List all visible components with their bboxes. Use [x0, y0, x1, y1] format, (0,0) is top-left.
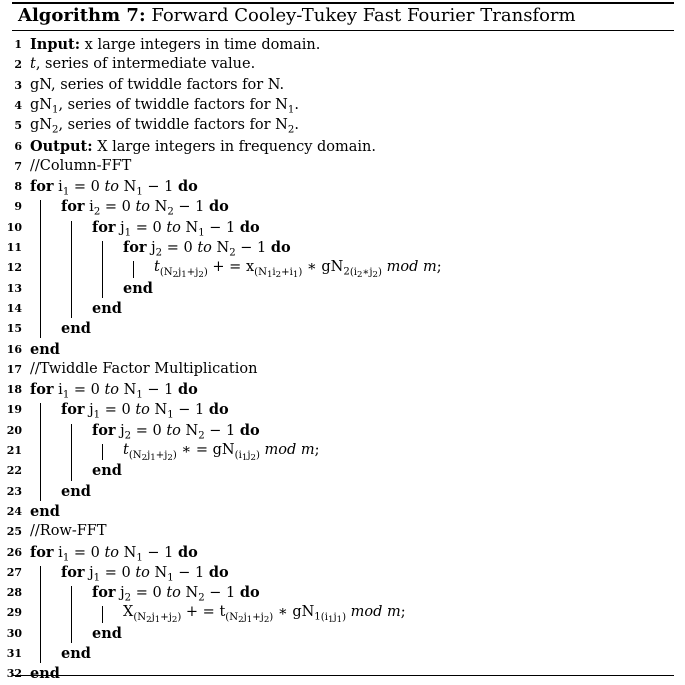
- line-number: 13: [6, 281, 22, 295]
- line-number: 5: [14, 119, 22, 133]
- block-guide: [133, 261, 134, 277]
- line-number: 20: [6, 423, 22, 437]
- line-number: 7: [14, 159, 22, 173]
- rule-bottom: [12, 675, 674, 676]
- line-code: for $i_2 = 0$ to $N_2 - 1$ do: [61, 198, 229, 218]
- line-number: 17: [6, 362, 22, 376]
- line-code: for $j_1 = 0$ to $N_1 - 1$ do: [92, 218, 260, 239]
- algorithm-label: Algorithm 7:: [18, 5, 146, 26]
- line-code: Input: x large integers in time domain.: [30, 36, 321, 53]
- line-number: 30: [6, 626, 22, 640]
- block-guide: [40, 403, 41, 501]
- block-guide: [40, 200, 41, 338]
- line-code: end: [30, 665, 60, 683]
- line-code: //Twiddle Factor Multiplication: [30, 360, 258, 377]
- line-number: 22: [6, 464, 22, 478]
- line-code: end: [61, 482, 91, 500]
- block-guide: [71, 424, 72, 481]
- line-code: $t_{(N_2j_1+j_2)}$ ∗ = $gN_{(i_1j_2)}$ mod m;: [123, 442, 320, 463]
- line-code: end: [61, 645, 91, 662]
- line-code: //Row-FFT: [30, 523, 107, 540]
- line-code: for $i_1 = 0$ to $N_1 - 1$ do: [30, 381, 198, 401]
- line-number: 2: [14, 58, 22, 72]
- line-code: for $j_1 = 0$ to $N_1 - 1$ do: [61, 563, 229, 584]
- line-number: 8: [14, 180, 22, 194]
- line-number: 25: [6, 525, 22, 539]
- line-code: end: [92, 299, 122, 317]
- line-code: end: [30, 340, 60, 358]
- line-code: for $i_1 = 0$ to $N_1 - 1$ do: [30, 178, 198, 198]
- line-code: $gN_1$, series of twiddle factors for $N_1$.: [30, 96, 299, 116]
- block-guide: [102, 241, 103, 298]
- line-number: 27: [6, 565, 22, 579]
- line-code: for $i_1 = 0$ to $N_1 - 1$ do: [30, 543, 198, 564]
- line-number: 28: [6, 586, 22, 600]
- algorithm-title: [18, 5, 576, 26]
- line-number: 23: [6, 484, 22, 498]
- line-code: for $j_1 = 0$ to $N_1 - 1$ do: [61, 401, 229, 421]
- line-number: 12: [6, 261, 22, 275]
- line-number: 14: [6, 301, 22, 315]
- line-number: 26: [6, 545, 22, 559]
- line-code: end: [30, 502, 60, 520]
- line-code: gN, series of twiddle factors for N.: [30, 76, 285, 93]
- block-guide: [71, 586, 72, 643]
- line-number: 4: [14, 98, 22, 112]
- line-number: 11: [6, 241, 22, 254]
- block-guide: [71, 221, 72, 319]
- line-code: for $j_2 = 0$ to $N_2 - 1$ do: [92, 584, 260, 604]
- line-number: 19: [6, 403, 22, 417]
- line-number: 18: [6, 383, 22, 397]
- rule-top: [12, 2, 674, 4]
- line-number: 31: [6, 647, 22, 660]
- line-code: end: [123, 279, 153, 297]
- line-code: $t_{(N_2j_1+j_2)}$ + = $x_{(N_1i_2+i_1)}$ ∗ $gN_{2(i_2∗j_2)}$ mod m;: [154, 259, 442, 280]
- line-number: 10: [6, 220, 22, 234]
- algorithm-name: Forward Cooley-Tukey Fast Fourier Transform: [151, 5, 576, 26]
- line-number: 15: [6, 322, 22, 336]
- line-number: 1: [14, 38, 22, 51]
- line-code: end: [61, 320, 91, 338]
- line-number: 32: [6, 667, 22, 681]
- line-number: 9: [14, 200, 22, 214]
- block-guide: [102, 606, 103, 622]
- line-code: $X_{(N_2j_1+j_2)}$ + = $t_{(N_2j_1+j_2)}$ ∗ $gN_{1(i_1j_1)}$ mod m;: [123, 604, 406, 626]
- line-code: for $j_2 = 0$ to $N_2 - 1$ do: [92, 421, 260, 442]
- line-number: 29: [6, 606, 22, 620]
- line-number: 24: [6, 504, 22, 518]
- line-number: 21: [6, 444, 22, 457]
- line-number: 3: [14, 78, 22, 92]
- line-code: $gN_2$, series of twiddle factors for $N_2$.: [30, 117, 299, 136]
- line-code: t, series of intermediate value.: [30, 56, 256, 73]
- rule-under-title: [12, 30, 674, 31]
- line-code: end: [92, 624, 122, 642]
- block-guide: [102, 444, 103, 460]
- line-code: //Column-FFT: [30, 157, 132, 174]
- line-code: Output: X large integers in frequency domain.: [30, 137, 376, 155]
- block-guide: [40, 566, 41, 664]
- line-code: for $j_2 = 0$ to $N_2 - 1$ do: [123, 239, 291, 259]
- line-number: 6: [14, 139, 22, 153]
- line-code: end: [92, 462, 122, 480]
- line-number: 16: [6, 342, 22, 356]
